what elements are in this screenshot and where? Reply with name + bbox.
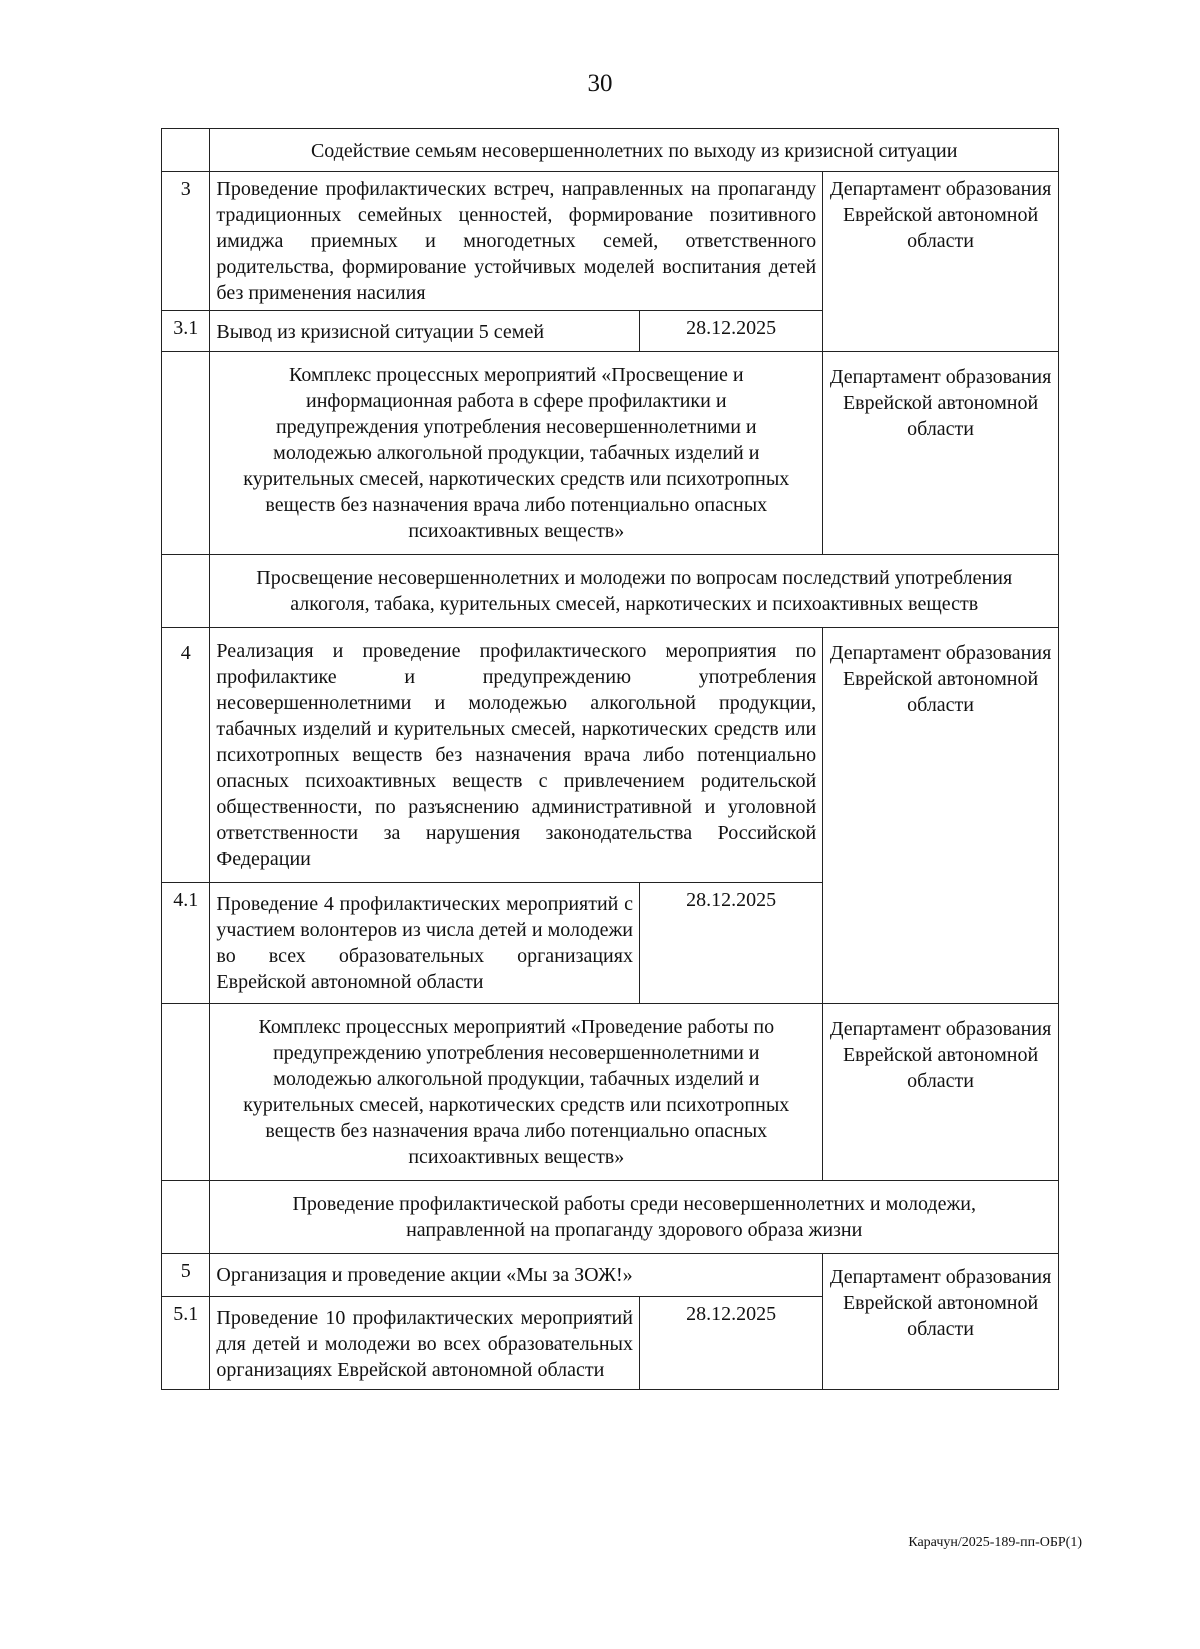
complex-row — [162, 1004, 1059, 1181]
empty-num-cell — [162, 1181, 210, 1254]
row-number: 3 — [162, 172, 210, 311]
row-number: 5 — [162, 1254, 210, 1297]
complex-title: Комплекс процессных мероприятий «Проведение работы по предупреждению употребления несовершеннолетними и молодежью алкогольной продукции, табачных изделий и курительных смесей, наркотических средств или психотропных веществ без назначения врача либо потенциально опасных психоактивных веществ» — [210, 1004, 823, 1181]
activity-text: Проведение 10 профилактических мероприятий для детей и молодежи во всех образовательных организациях Еврейской автономной области — [210, 1297, 640, 1390]
table-row — [162, 628, 1059, 883]
responsible-department: Департамент образования Еврейской автономной области — [823, 172, 1059, 352]
row-number: 3.1 — [162, 311, 210, 352]
row-number: 5.1 — [162, 1297, 210, 1390]
row-number: 4.1 — [162, 883, 210, 1004]
page-number: 30 — [587, 70, 613, 97]
section-title: Проведение профилактической работы среди несовершеннолетних и молодежи, направленной на пропаганду здорового образа жизни — [210, 1181, 1059, 1254]
section-row — [162, 129, 1059, 172]
activity-text: Организация и проведение акции «Мы за ЗОЖ!» — [210, 1254, 823, 1297]
empty-num-cell — [162, 352, 210, 555]
table-row — [162, 1254, 1059, 1297]
empty-num-cell — [162, 555, 210, 628]
table-row — [162, 172, 1059, 311]
responsible-department: Департамент образования Еврейской автономной области — [823, 628, 1059, 1004]
activity-text: Вывод из кризисной ситуации 5 семей — [210, 311, 640, 352]
activities-table — [161, 128, 1059, 1390]
section-title: Содействие семьям несовершеннолетних по выходу из кризисной ситуации — [210, 129, 1059, 172]
deadline-date: 28.12.2025 — [639, 883, 822, 1004]
activity-text: Реализация и проведение профилактического мероприятия по профилактике и предупреждению употребления несовершеннолетними и молодежью алкогольной продукции, табачных изделий и курительных смесей, наркотических средств или психотропных веществ без назначения врача либо потенциально опасных психоактивных веществ с привлечением родительской общественности, по разъяснению административной и уголовной ответственности за нарушения законодательства Российской Федерации — [210, 628, 823, 883]
activity-text: Проведение профилактических встреч, направленных на пропаганду традиционных семейных ценностей, формирование позитивного имиджа приемных и многодетных семей, ответственного родительства, формирование устойчивых моделей воспитания детей без применения насилия — [210, 172, 823, 311]
deadline-date: 28.12.2025 — [639, 1297, 822, 1390]
deadline-date: 28.12.2025 — [639, 311, 822, 352]
activity-text: Проведение 4 профилактических мероприятий с участием волонтеров из числа детей и молодежи во всех образовательных организациях Еврейской автономной области — [210, 883, 640, 1004]
complex-title: Комплекс процессных мероприятий «Просвещение и информационная работа в сфере профилактики и предупреждения употребления несовершеннолетними и молодежью алкогольной продукции, табачных изделий и курительных смесей, наркотических средств или психотропных веществ без назначения врача либо потенциально опасных психоактивных веществ» — [210, 352, 823, 555]
document-code: Карачун/2025-189-пп-ОБР(1) — [908, 1535, 1082, 1550]
responsible-department: Департамент образования Еврейской автономной области — [823, 1254, 1059, 1390]
section-title: Просвещение несовершеннолетних и молодежи по вопросам последствий употребления алкоголя, табака, курительных смесей, наркотических и психоактивных веществ — [210, 555, 1059, 628]
responsible-department: Департамент образования Еврейской автономной области — [823, 1004, 1059, 1181]
empty-num-cell — [162, 1004, 210, 1181]
section-row — [162, 555, 1059, 628]
responsible-department: Департамент образования Еврейской автономной области — [823, 352, 1059, 555]
empty-num-cell — [162, 129, 210, 172]
row-number: 4 — [162, 628, 210, 883]
section-row — [162, 1181, 1059, 1254]
complex-row — [162, 352, 1059, 555]
